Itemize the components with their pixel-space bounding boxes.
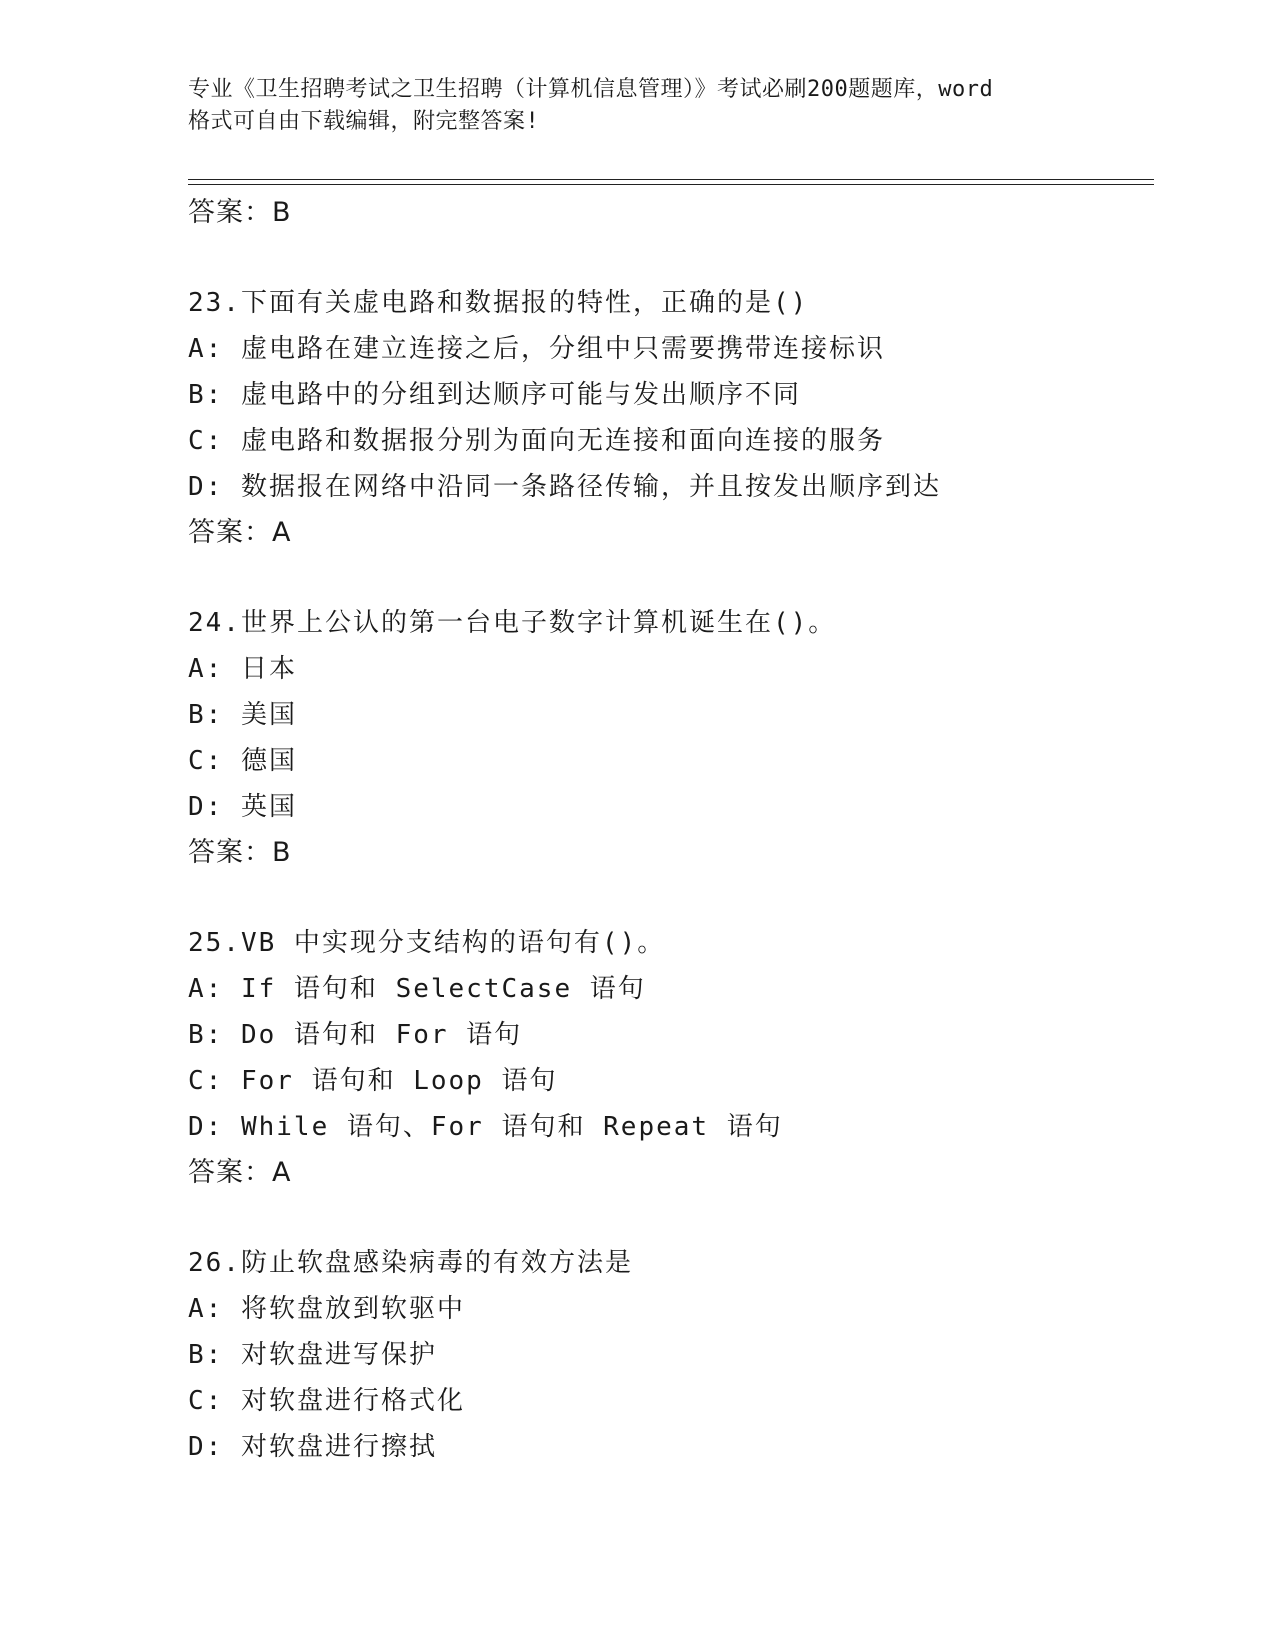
option-d: D: While 语句、For 语句和 Repeat 语句 [188,1112,783,1142]
question-list [188,190,1148,1470]
option-b: B: 对软盘进写保护 [188,1340,437,1370]
answer-line: 答案：B [188,837,292,868]
header-line-1: 专业《卫生招聘考试之卫生招聘（计算机信息管理）》考试必刷200题题库，word [188,77,994,102]
question-block [188,280,1148,556]
question-stem: 25.VB 中实现分支结构的语句有()。 [188,928,666,958]
header-divider-top [188,179,1154,180]
document-header [188,74,1088,138]
spacer [188,236,1148,280]
question-block [188,1240,1148,1470]
option-c: C: For 语句和 Loop 语句 [188,1066,558,1096]
answer-line: 答案：A [188,517,292,548]
answer-line: 答案：A [188,1157,292,1188]
option-a: A: 虚电路在建立连接之后，分组中只需要携带连接标识 [188,334,885,364]
spacer [188,876,1148,920]
option-b: B: 美国 [188,700,297,730]
option-d: D: 对软盘进行擦拭 [188,1432,437,1462]
option-c: C: 虚电路和数据报分别为面向无连接和面向连接的服务 [188,426,885,456]
question-block [188,920,1148,1196]
question-stem: 26.防止软盘感染病毒的有效方法是 [188,1248,633,1278]
option-c: C: 德国 [188,746,297,776]
spacer [188,1196,1148,1240]
option-b: B: 虚电路中的分组到达顺序可能与发出顺序不同 [188,380,801,410]
question-stem: 24.世界上公认的第一台电子数字计算机诞生在()。 [188,608,837,638]
answer-line: 答案：B [188,197,292,228]
option-d: D: 数据报在网络中沿同一条路径传输，并且按发出顺序到达 [188,472,941,502]
header-divider-bottom [188,184,1154,185]
question-block [188,600,1148,876]
spacer [188,556,1148,600]
question-stem: 23.下面有关虚电路和数据报的特性，正确的是() [188,288,809,318]
option-a: A: If 语句和 SelectCase 语句 [188,974,646,1004]
option-d: D: 英国 [188,792,297,822]
option-a: A: 将软盘放到软驱中 [188,1294,465,1324]
option-b: B: Do 语句和 For 语句 [188,1020,523,1050]
header-line-2: 格式可自由下载编辑，附完整答案! [188,109,540,134]
option-c: C: 对软盘进行格式化 [188,1386,465,1416]
option-a: A: 日本 [188,654,297,684]
